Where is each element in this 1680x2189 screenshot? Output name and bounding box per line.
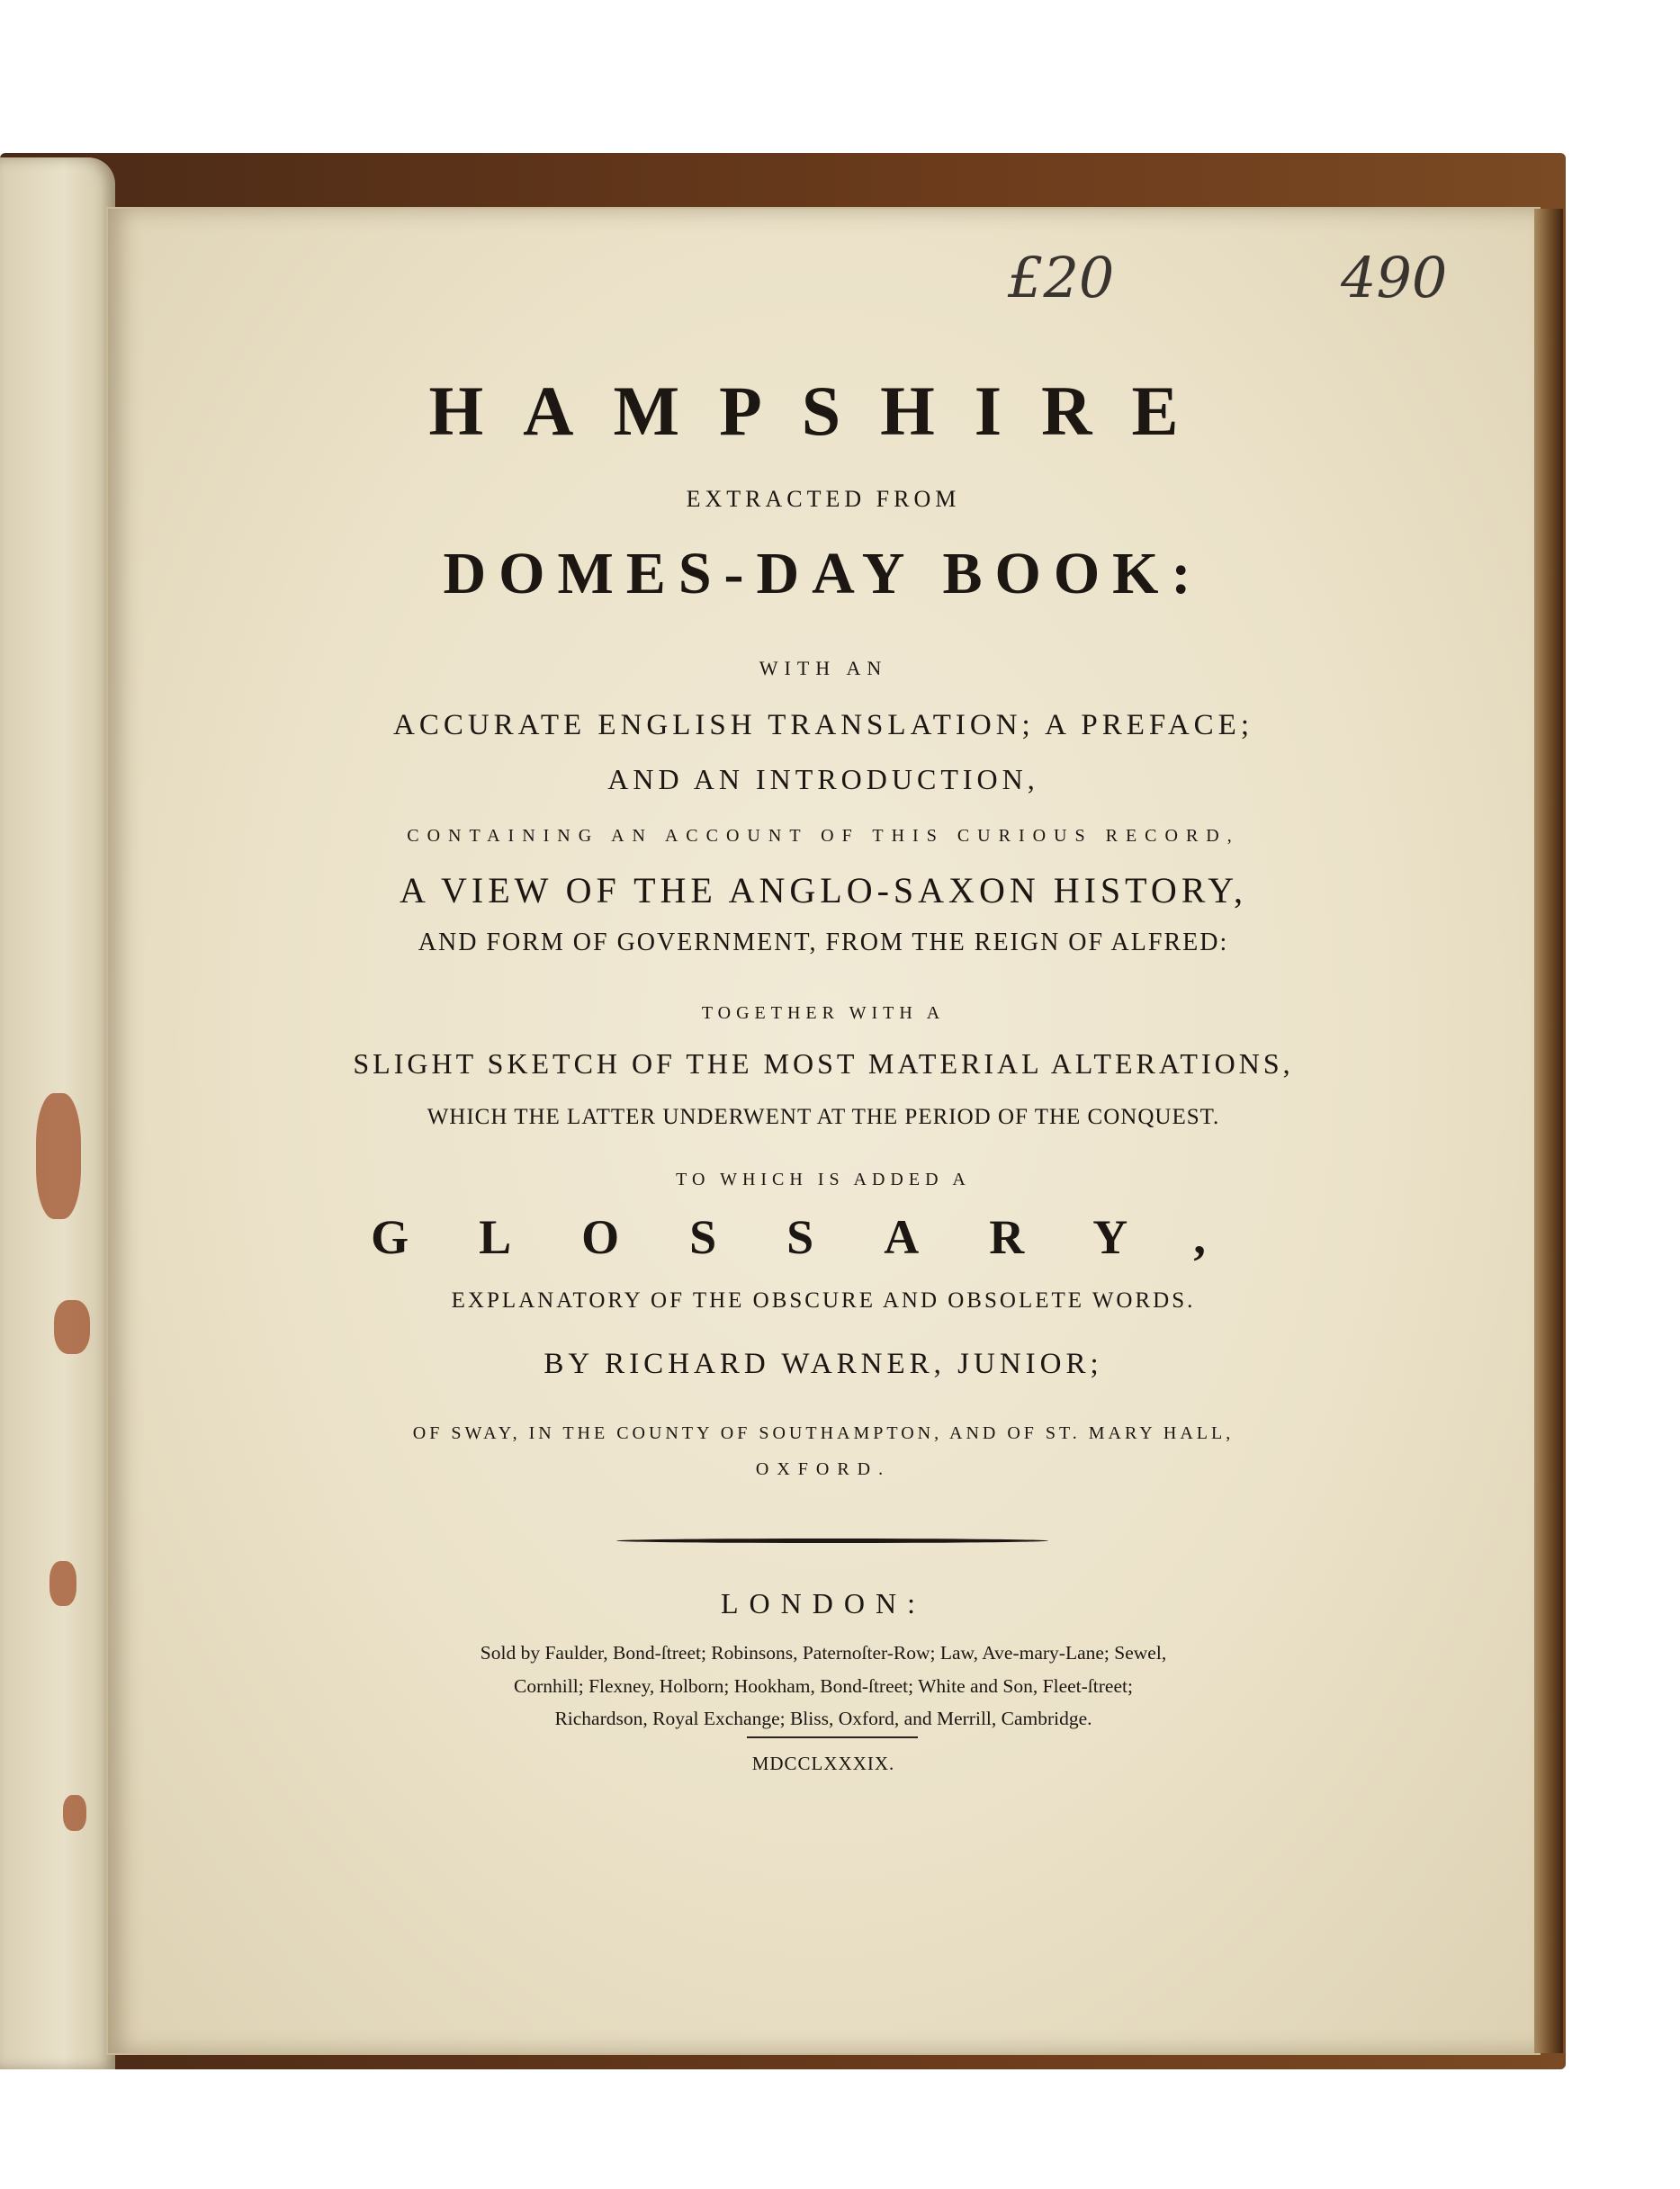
extracted-from-line: EXTRACTED FROM [686, 486, 961, 512]
glossary-title: GLOSSARY, [371, 1210, 1276, 1264]
foxing-stain [54, 1300, 90, 1354]
together-line: TOGETHER WITH A [701, 1003, 946, 1023]
foxing-stain [36, 1093, 81, 1219]
containing-line: CONTAINING AN ACCOUNT OF THIS CURIOUS RECORD, [407, 826, 1240, 846]
oxford-line: OXFORD. [755, 1459, 892, 1479]
underwent-line: WHICH THE LATTER UNDERWENT AT THE PERIOD OF THE CONQUEST. [427, 1105, 1220, 1129]
foxing-stain [63, 1795, 86, 1831]
with-an-line: WITH AN [759, 657, 888, 679]
foxing-stain [49, 1561, 76, 1606]
pencil-number-annotation: 490 [1341, 245, 1448, 310]
city-line: LONDON: [721, 1587, 926, 1619]
sketch-line: SLIGHT SKETCH OF THE MOST MATERIAL ALTERATIONS, [353, 1047, 1294, 1080]
author-line: BY RICHARD WARNER, JUNIOR; [544, 1348, 1103, 1380]
publication-date: MDCCLXXXIX. [751, 1753, 895, 1774]
book-title: HAMPSHIRE [428, 372, 1218, 450]
page-block-edge [1534, 209, 1563, 2053]
pencil-price-annotation: £20 [1008, 245, 1115, 310]
ornamental-rule [616, 1539, 1048, 1543]
title-page [108, 209, 1539, 2053]
source-title: DOMES-DAY BOOK: [443, 541, 1204, 606]
sellers-line: Sold by Faulder, Bond-ſtreet; Robinsons, Paternoſter-Row; Law, Ave-mary-Lane; Sewel, [480, 1642, 1167, 1664]
view-line: A VIEW OF THE ANGLO-SAXON HISTORY, [400, 870, 1247, 911]
explanatory-line: EXPLANATORY OF THE OBSCURE AND OBSOLETE WORDS. [451, 1288, 1196, 1313]
added-line: TO WHICH IS ADDED A [676, 1170, 971, 1189]
introduction-line: AND AN INTRODUCTION, [607, 763, 1039, 795]
left-page-edge [0, 157, 115, 2069]
sellers-line: Cornhill; Flexney, Holborn; Hookham, Bond-ſtreet; White and Son, Fleet-ſtreet; [514, 1675, 1133, 1697]
government-line: AND FORM OF GOVERNMENT, FROM THE REIGN OF ALFRED: [418, 929, 1229, 956]
sellers-line: Richardson, Royal Exchange; Bliss, Oxford, and Merrill, Cambridge. [554, 1708, 1092, 1729]
affiliation-line: OF SWAY, IN THE COUNTY OF SOUTHAMPTON, AND OF ST. MARY HALL, [412, 1423, 1235, 1443]
date-rule [747, 1736, 918, 1738]
translation-line: ACCURATE ENGLISH TRANSLATION; A PREFACE; [392, 709, 1254, 741]
